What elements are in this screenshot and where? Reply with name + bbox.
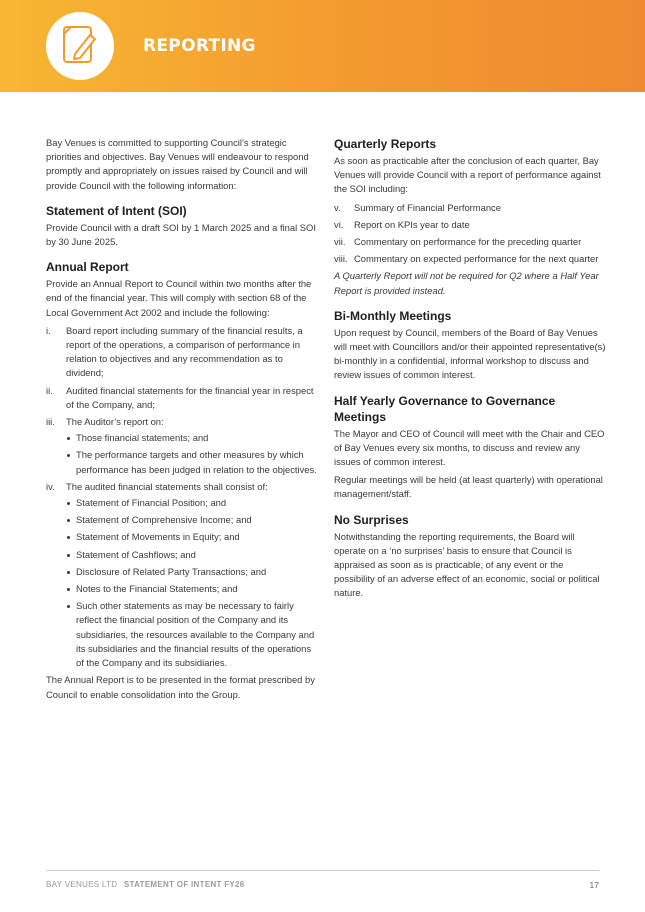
header-banner xyxy=(0,0,645,92)
half-yearly-paragraph-2: Regular meetings will be held (at least quarterly) with operational management/staff. xyxy=(334,474,603,500)
soi-paragraph: Provide Council with a draft SOI by 1 March 2025 and a final SOI by 30 June 2025. xyxy=(46,221,316,248)
list-number: vii. xyxy=(334,236,346,248)
list-number: iii. xyxy=(46,416,55,428)
footer-document-label xyxy=(46,880,245,889)
list-item-text: Report on KPIs year to date xyxy=(354,218,470,230)
bullet-item: Statement of Movements in Equity; and xyxy=(66,530,318,544)
list-item xyxy=(46,384,318,412)
list-number: i. xyxy=(46,324,51,336)
footer-doc-title: STATEMENT OF INTENT FY26 xyxy=(123,880,245,889)
bimonthly-paragraph: Upon request by Council, members of the Board of Bay Venues will meet with Councillors and/or their appointed representative(s) bi-monthly in a confidential, informal workshop to discuss and review issues of common interest. xyxy=(334,326,606,381)
list-number: v. xyxy=(334,201,341,213)
list-item-text: Audited financial statements for the financial year in respect of the Company, and; xyxy=(66,384,314,410)
list-item-text: Commentary on performance for the preceding quarter xyxy=(354,236,582,248)
quarterly-note: A Quarterly Report will not be required for Q2 where a Half Year Report is provided instead. xyxy=(334,270,599,296)
no-surprises-paragraph: Notwithstanding the reporting requirements, the Board will operate on a ‘no surprises’ basis to ensure that Council is appraised as soon as is practicable, of any event or the possibility of an adverse effect of an economic, social or political nature. xyxy=(334,530,600,599)
annual-report-paragraph: Provide an Annual Report to Council within two months after the end of the financial year. This will comply with section 68 of the Local Government Act 2002 and include the following: xyxy=(46,278,312,318)
intro-paragraph: Bay Venues is committed to supporting Council’s strategic priorities and objectives. Bay Venues will endeavour to respond promptly and appropriately on issues raised by Council and will provide Council with the following information: xyxy=(46,137,309,191)
list-item xyxy=(334,201,606,215)
no-surprises-heading: No Surprises xyxy=(334,512,409,527)
half-yearly-heading: Half Yearly Governance to Governance Meetings xyxy=(334,393,556,424)
bullet-item: Such other statements as may be necessary to fairly reflect the financial position of the Company and its subsidiaries, the resources available to the Company and its subsidiaries and the financial results of the operations of the Company and its subsidiaries. xyxy=(66,599,318,670)
list-item xyxy=(46,480,318,670)
list-item-text: Commentary on expected performance for the next quarter xyxy=(354,253,599,265)
footer-divider xyxy=(46,870,599,871)
quarterly-paragraph: As soon as practicable after the conclusion of each quarter, Bay Venues will provide Council with a report of performance against the SOI including: xyxy=(334,155,601,195)
auditor-bullet-list xyxy=(66,431,318,477)
list-number: iv. xyxy=(46,480,55,492)
list-item-text: The audited financial statements shall consist of: xyxy=(66,480,268,492)
annual-report-list xyxy=(46,324,318,670)
bullet-item: Disclosure of Related Party Transactions; and xyxy=(66,565,318,579)
soi-heading: Statement of Intent (SOI) xyxy=(46,203,187,218)
bullet-item: The performance targets and other measures by which performance has been judged in relation to the objectives. xyxy=(66,448,318,476)
list-number: vi. xyxy=(334,218,344,230)
bullet-item: Notes to the Financial Statements; and xyxy=(66,582,318,596)
bullet-item: Statement of Financial Position; and xyxy=(66,496,318,510)
list-number: ii. xyxy=(46,384,53,396)
bullet-item: Those financial statements; and xyxy=(66,431,318,445)
list-item xyxy=(46,324,318,381)
annual-report-closing: The Annual Report is to be presented in the format prescribed by Council to enable consolidation into the Group. xyxy=(46,674,315,700)
footer-org: BAY VENUES LTD xyxy=(46,880,118,889)
bullet-item: Statement of Cashflows; and xyxy=(66,548,318,562)
list-item-text: Board report including summary of the financial results, a report of the operations, a comparison of performance in relation to objectives and any recommendation as to dividend; xyxy=(66,324,303,379)
list-item xyxy=(334,252,606,266)
statements-bullet-list xyxy=(66,496,318,670)
header-icon-badge xyxy=(46,12,114,80)
list-item-text: Summary of Financial Performance xyxy=(354,201,501,213)
document-pencil-icon xyxy=(46,12,114,80)
page-title: REPORTING xyxy=(143,36,256,56)
page-number: 17 xyxy=(589,880,599,890)
list-item xyxy=(334,218,606,232)
bullet-item: Statement of Comprehensive Income; and xyxy=(66,513,318,527)
half-yearly-paragraph-1: The Mayor and CEO of Council will meet with the Chair and CEO of Bay Venues every six months, to discuss and review any issues of common interest. xyxy=(334,427,605,468)
list-number: viii. xyxy=(334,253,348,265)
annual-report-heading: Annual Report xyxy=(46,260,129,275)
quarterly-list xyxy=(334,201,606,267)
bimonthly-heading: Bi-Monthly Meetings xyxy=(334,308,452,323)
right-column xyxy=(334,136,606,605)
left-column xyxy=(46,136,318,706)
list-item xyxy=(334,235,606,249)
list-item-text: The Auditor’s report on: xyxy=(66,416,164,428)
list-item xyxy=(46,415,318,477)
quarterly-heading: Quarterly Reports xyxy=(334,137,437,151)
